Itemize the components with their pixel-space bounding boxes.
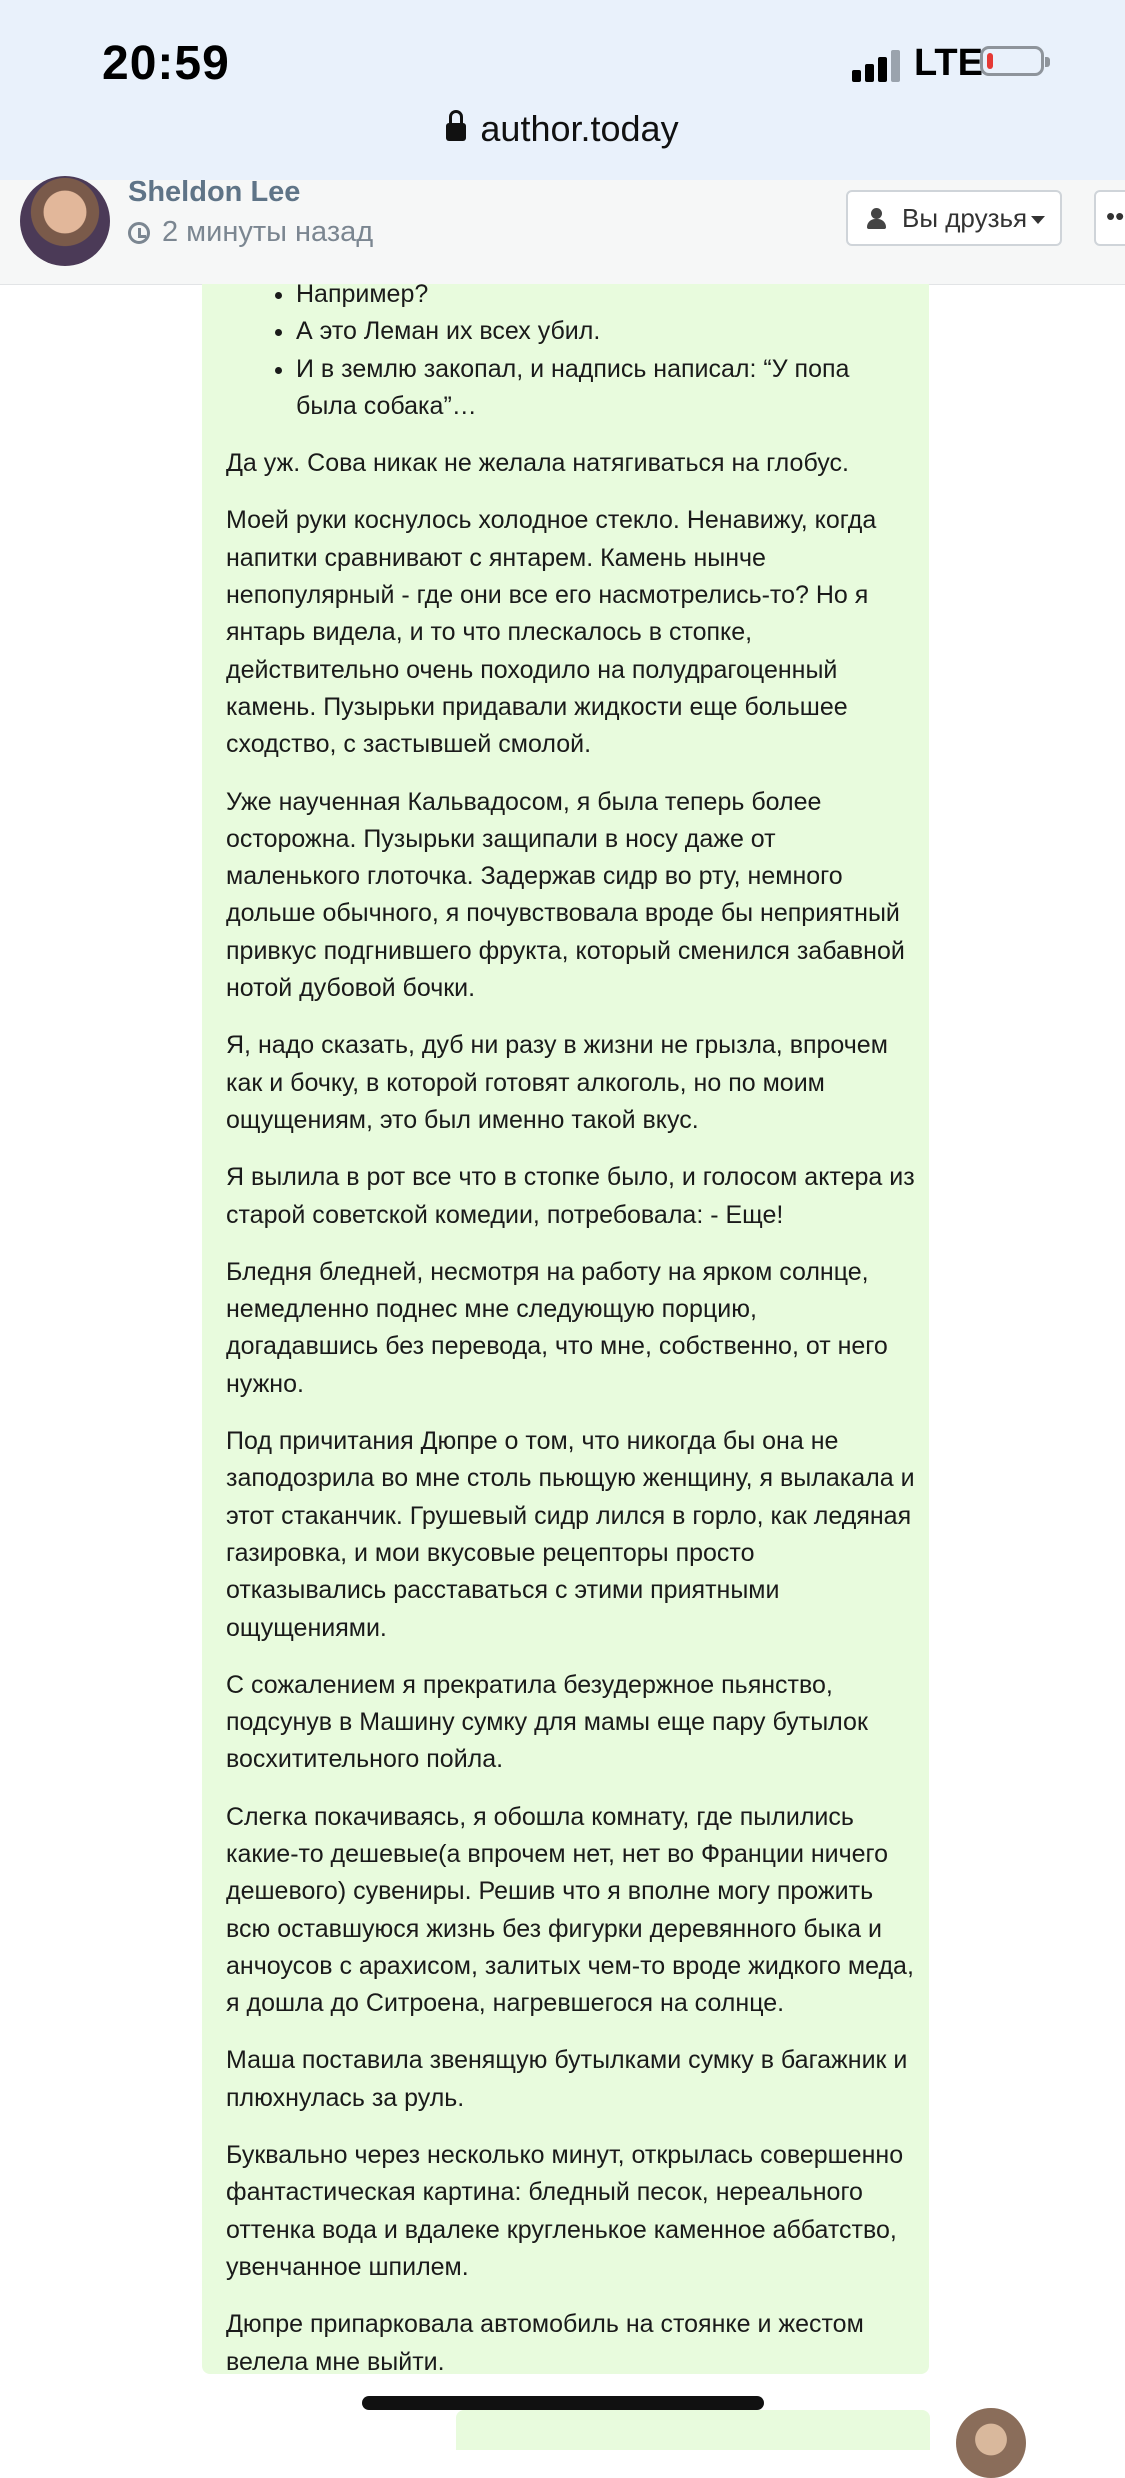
post-time-text: 2 минуты назад [162, 216, 374, 248]
url-text: author.today [480, 108, 679, 149]
author-name[interactable]: Sheldon Lee [128, 176, 301, 208]
paragraph: Моей руки коснулось холодное стекло. Ненавижу, когда напитки сравнивают с янтарем. Камень нынче непопулярный - где они все его насмотрелись-то? Но я янтарь видела, и то что плескалось в стопке, действительно очень походило на полудрагоценный камень. Пузырьки придавали жидкости еще большее сходство, с застывшей смолой. [226, 506, 877, 759]
more-button[interactable]: •• [1094, 190, 1125, 246]
list-item: • И в землю закопал, и надпись написал: “У попа была собака”… [296, 351, 916, 426]
paragraph: Слегка покачиваясь, я обошла комнату, где пылились какие-то дешевые(а впрочем нет, нет во Франции ничего дешевого) сувениры. Решив что я вполне могу прожить всю оставшуюся жизнь без фигурки деревянного быка и анчоусов с арахисом, залитых чем-то вроде жидкого меда, я дошла до Ситроена, нагревшегося на солнце. [226, 1802, 914, 2018]
message-content [226, 280, 916, 2381]
paragraph: С сожалением я прекратила безудержное пьянство, подсунув в Машину сумку для мамы еще пару бутылок восхитительного пойла. [226, 1670, 868, 1774]
network-type: LTE [914, 42, 983, 84]
dialog-list [226, 276, 916, 425]
signal-icon [852, 48, 902, 82]
paragraph: Дюпре припарковала автомобиль на стоянке и жестом велела мне выйти. [226, 2310, 864, 2376]
friends-button[interactable] [846, 190, 1062, 246]
friends-button-label: Вы друзья [902, 203, 1028, 233]
lock-icon [446, 119, 466, 143]
message-bubble [202, 280, 929, 2376]
caret-down-icon [1031, 216, 1045, 224]
browser-chrome [0, 0, 1125, 181]
battery-level [987, 53, 993, 69]
author-header [0, 176, 1125, 285]
status-time: 20:59 [102, 37, 230, 90]
post-time [128, 216, 373, 249]
paragraph: Бледня бледней, несмотря на работу на ярком солнце, немедленно поднес мне следующую порцию, догадавшись без перевода, что мне, собственно, от него нужно. [226, 1257, 888, 1398]
paragraph: Я вылила в рот все что в стопке было, и голосом актера из старой советской комедии, потребовала: - Еще! [226, 1163, 915, 1229]
next-message-bubble[interactable] [456, 2410, 930, 2450]
paragraph: Да уж. Сова никак не желала натягиваться на глобус. [226, 449, 849, 478]
paragraph: Я, надо сказать, дуб ни разу в жизни не грызла, впрочем как и бочку, в которой готовят алкоголь, но по моим ощущениям, это был именно такой вкус. [226, 1031, 888, 1134]
list-item: • Например? [296, 276, 916, 313]
list-item: • А это Леман их всех убил. [296, 313, 916, 350]
user-icon [866, 208, 888, 230]
paragraph: Уже наученная Кальвадосом, я была теперь более осторожна. Пузырьки защипали в носу даже от маленького глоточка. Задержав сидр во рту, немного дольше обычного, я почувствовала вроде бы неприятный привкус подгнившего фрукта, который сменился забавной нотой дубовой бочки. [226, 787, 905, 1003]
home-indicator[interactable] [362, 2396, 764, 2410]
battery-icon [980, 46, 1044, 76]
avatar[interactable] [956, 2408, 1026, 2478]
clock-icon [128, 222, 150, 244]
paragraph: Маша поставила звенящую бутылками сумку в багажник и плюхнулась за руль. [226, 2046, 908, 2112]
address-bar[interactable] [0, 108, 1125, 150]
avatar[interactable] [20, 176, 110, 266]
paragraph: Буквально через несколько минут, открылась совершенно фантастическая картина: бледный песок, нереального оттенка вода и вдалеке кругленькое каменное аббатство, увенчанное шпилем. [226, 2141, 904, 2281]
paragraph: Под причитания Дюпре о том, что никогда бы она не заподозрила во мне столь пьющую женщину, я вылакала и этот стаканчик. Грушевый сидр лился в горло, как ледяная газировка, и мои вкусовые рецепторы просто отказывались расставаться с этими приятными ощущениями. [226, 1427, 915, 1642]
